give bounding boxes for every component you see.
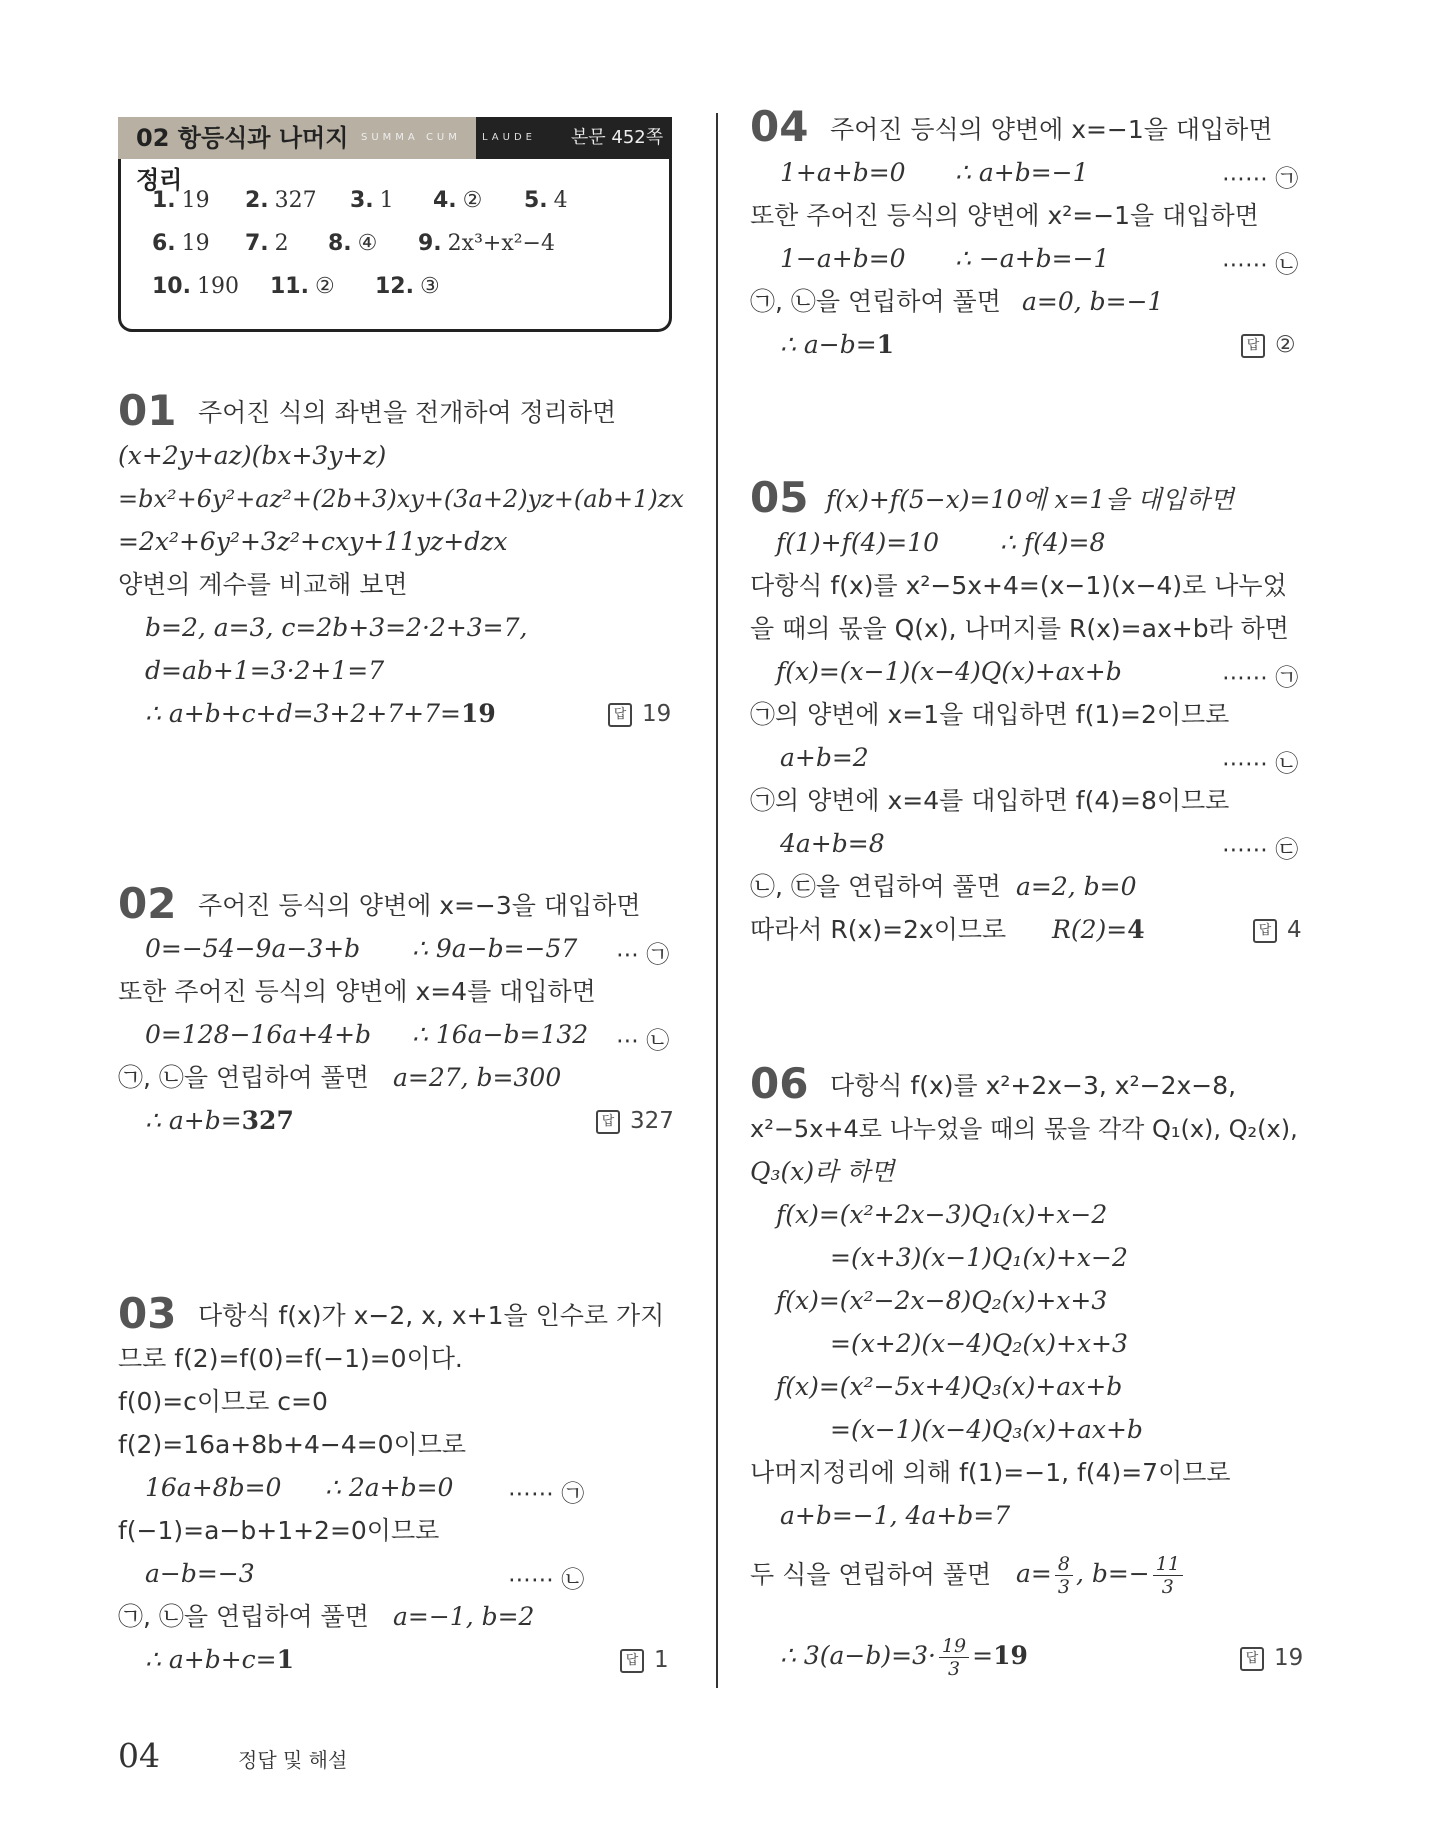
answer-item-7: 7. 2 <box>245 231 289 256</box>
fraction-a: $\frac{8}{3}$ <box>1055 1553 1073 1598</box>
p02-mark-1: ⋯ ㉠ <box>616 942 670 968</box>
p03-line-2: 므로 f(2)=f(0)=f(−1)=0이다. <box>118 1344 463 1373</box>
p03-line-11: ∴ a+b+c=1 <box>145 1645 295 1674</box>
p03-line-7: f(−1)=a−b+1+2=0이므로 <box>118 1516 440 1545</box>
p06-line-2: x²−5x+4로 나누었을 때의 몫을 각각 Q₁(x), Q₂(x), <box>750 1115 1298 1143</box>
p05-line-6: f(x)=(x−1)(x−4)Q(x)+ax+b <box>776 657 1122 686</box>
p03-line-9: ㉠, ㉡을 연립하여 풀면 <box>118 1602 369 1631</box>
p04-line-2: 1+a+b=0 <box>780 158 906 187</box>
decorative-text-2: LAUDE <box>476 117 562 159</box>
p04-line-6: ∴ −a+b=−1 <box>955 244 1110 273</box>
p02-line-3: ∴ 9a−b=−57 <box>412 934 578 963</box>
column-divider <box>716 113 718 1688</box>
page-number: 04 <box>118 1736 160 1775</box>
p02-line-8: a=27, b=300 <box>393 1063 562 1092</box>
answer-item-5: 5. 4 <box>524 188 568 213</box>
p02-answer: 답 327 <box>596 1108 674 1134</box>
p06-line-3: Q₃(x)라 하면 <box>750 1157 895 1186</box>
p06-solution-ab: a= $\frac{8}{3}$ , b=− $\frac{11}{3}$ <box>1016 1542 1186 1606</box>
p04-mark-2: ⋯⋯ ㉡ <box>1222 252 1299 278</box>
p02-line-9: ∴ a+b=327 <box>145 1106 294 1135</box>
p01-line-2: (x+2y+az)(bx+3y+z) <box>118 441 387 470</box>
p05-line-11: ㉡, ㉢을 연립하여 풀면 <box>750 872 1001 901</box>
answer-item-12: 12. ③ <box>375 274 440 299</box>
p02-line-5: 0=128−16a+4+b <box>145 1020 372 1049</box>
problem-number-02: 02 <box>118 879 177 928</box>
p05-mark-1: ⋯⋯ ㉠ <box>1222 665 1299 691</box>
p01-line-1: 주어진 식의 좌변을 전개하여 정리하면 <box>198 398 617 427</box>
answer-badge-icon: 답 <box>608 703 632 727</box>
p04-line-1: 주어진 등식의 양변에 x=−1을 대입하면 <box>830 115 1273 144</box>
section-title: 02 항등식과 나머지정리 <box>118 117 353 159</box>
p02-line-1: 주어진 등식의 양변에 x=−3을 대입하면 <box>198 891 641 920</box>
p02-mark-2: ⋯ ㉡ <box>616 1028 670 1054</box>
p06-answer: 답 19 <box>1240 1645 1303 1671</box>
answer-item-2: 2. 327 <box>245 188 317 213</box>
answer-item-3: 3. 1 <box>350 188 394 213</box>
p02-line-6: ∴ 16a−b=132 <box>412 1020 589 1049</box>
p06-line-8: f(x)=(x²−5x+4)Q₃(x)+ax+b <box>776 1372 1123 1401</box>
answer-item-11: 11. ② <box>270 274 335 299</box>
footer-label: 정답 및 해설 <box>238 1748 348 1772</box>
p05-mark-2: ⋯⋯ ㉡ <box>1222 751 1299 777</box>
p01-answer: 답 19 <box>608 701 671 727</box>
p03-answer: 답 1 <box>620 1647 669 1673</box>
answer-item-8: 8. ④ <box>328 231 378 256</box>
answer-item-6: 6. 19 <box>152 231 210 256</box>
p03-line-10: a=−1, b=2 <box>393 1602 535 1631</box>
answer-item-10: 10. 190 <box>152 274 239 299</box>
answer-badge-icon: 답 <box>1240 1647 1264 1671</box>
p02-line-2: 0=−54−9a−3+b <box>145 934 361 963</box>
p02-line-7: ㉠, ㉡을 연립하여 풀면 <box>118 1063 369 1092</box>
p06-final-line: ∴ 3(a−b)=3· $\frac{19}{3}$ =19 <box>780 1635 1028 1680</box>
p06-line-6: f(x)=(x²−2x−8)Q₂(x)+x+3 <box>776 1286 1108 1315</box>
answer-badge-icon: 답 <box>1241 334 1265 358</box>
p05-line-10: 4a+b=8 <box>780 829 885 858</box>
p01-line-6: b=2, a=3, c=2b+3=2·2+3=7, <box>145 613 528 642</box>
p04-line-8: a=0, b=−1 <box>1022 287 1164 316</box>
p06-line-4: f(x)=(x²+2x−3)Q₁(x)+x−2 <box>776 1200 1108 1229</box>
p03-line-4: f(2)=16a+8b+4−4=0이므로 <box>118 1430 467 1459</box>
problem-number-05: 05 <box>750 473 809 522</box>
p03-mark-2: ⋯⋯ ㉡ <box>508 1567 585 1593</box>
answer-badge-icon: 답 <box>1253 919 1277 943</box>
p01-line-4: =2x²+6y²+3z²+cxy+11yz+dzx <box>118 527 508 556</box>
p01-line-5: 양변의 계수를 비교해 보면 <box>118 570 408 599</box>
p05-line-2: f(1)+f(4)=10 <box>776 528 940 557</box>
p03-mark-1: ⋯⋯ ㉠ <box>508 1481 585 1507</box>
p03-line-1: 다항식 f(x)가 x−2, x, x+1을 인수로 가지 <box>198 1301 665 1330</box>
p01-line-7: d=ab+1=3·2+1=7 <box>145 656 385 685</box>
p04-line-7: ㉠, ㉡을 연립하여 풀면 <box>750 287 1001 316</box>
decorative-text: SUMMA CUM <box>353 117 476 159</box>
page-reference: 본문 452쪽 <box>562 117 672 159</box>
p04-mark-1: ⋯⋯ ㉠ <box>1222 166 1299 192</box>
p04-line-9: ∴ a−b=1 <box>780 330 895 359</box>
p06-line-5: =(x+3)(x−1)Q₁(x)+x−2 <box>830 1243 1128 1272</box>
problem-number-01: 01 <box>118 386 177 435</box>
p03-line-8: a−b=−3 <box>145 1559 255 1588</box>
problem-number-03: 03 <box>118 1289 177 1338</box>
p05-line-12: a=2, b=0 <box>1016 872 1137 901</box>
answer-item-9: 9. 2x³+x²−4 <box>418 231 555 256</box>
p05-line-3: ∴ f(4)=8 <box>1000 528 1106 557</box>
p06-line-9: =(x−1)(x−4)Q₃(x)+ax+b <box>830 1415 1143 1444</box>
p01-line-3: =bx²+6y²+az²+(2b+3)xy+(3a+2)yz+(ab+1)zx <box>118 485 684 513</box>
p04-line-4: 또한 주어진 등식의 양변에 x²=−1을 대입하면 <box>750 201 1259 230</box>
fraction-final: $\frac{19}{3}$ <box>939 1635 969 1680</box>
p06-line-1: 다항식 f(x)를 x²+2x−3, x²−2x−8, <box>830 1071 1237 1100</box>
section-header-bar <box>118 117 672 194</box>
p06-line-7: =(x+2)(x−4)Q₂(x)+x+3 <box>830 1329 1128 1358</box>
p05-line-5: 을 때의 몫을 Q(x), 나머지를 R(x)=ax+b라 하면 <box>750 614 1289 643</box>
p05-line-1: f(x)+f(5−x)=10에 x=1을 대입하면 <box>826 485 1235 514</box>
p05-line-7: ㉠의 양변에 x=1을 대입하면 f(1)=2이므로 <box>750 700 1230 729</box>
p05-line-8: a+b=2 <box>780 743 869 772</box>
problem-number-06: 06 <box>750 1059 809 1108</box>
p06-line-11: a+b=−1, 4a+b=7 <box>780 1501 1011 1530</box>
p04-answer: 답 ② <box>1241 332 1296 358</box>
p03-line-6: ∴ 2a+b=0 <box>325 1473 454 1502</box>
answer-badge-icon: 답 <box>596 1110 620 1134</box>
p04-line-3: ∴ a+b=−1 <box>955 158 1089 187</box>
p05-answer: 답 4 <box>1253 917 1302 943</box>
answer-item-1: 1. 19 <box>152 188 210 213</box>
p06-line-10: 나머지정리에 의해 f(1)=−1, f(4)=7이므로 <box>750 1458 1231 1487</box>
fraction-b: $\frac{11}{3}$ <box>1153 1553 1183 1598</box>
answer-badge-icon: 답 <box>620 1649 644 1673</box>
p05-mark-3: ⋯⋯ ㉢ <box>1222 837 1299 863</box>
problem-number-04: 04 <box>750 102 809 151</box>
p02-line-4: 또한 주어진 등식의 양변에 x=4를 대입하면 <box>118 977 596 1006</box>
p05-line-14: R(2)=4 <box>1052 915 1145 944</box>
p05-line-4: 다항식 f(x)를 x²−5x+4=(x−1)(x−4)로 나누었 <box>750 571 1287 600</box>
p03-line-3: f(0)=c이므로 c=0 <box>118 1387 328 1416</box>
p04-line-5: 1−a+b=0 <box>780 244 906 273</box>
p03-line-5: 16a+8b=0 <box>145 1473 282 1502</box>
p05-line-9: ㉠의 양변에 x=4를 대입하면 f(4)=8이므로 <box>750 786 1230 815</box>
answer-item-4: 4. ② <box>433 188 483 213</box>
p05-line-13: 따라서 R(x)=2x이므로 <box>750 915 1007 944</box>
p06-line-12: 두 식을 연립하여 풀면 <box>750 1560 992 1589</box>
p01-line-8: ∴ a+b+c+d=3+2+7+7=19 <box>145 699 496 728</box>
